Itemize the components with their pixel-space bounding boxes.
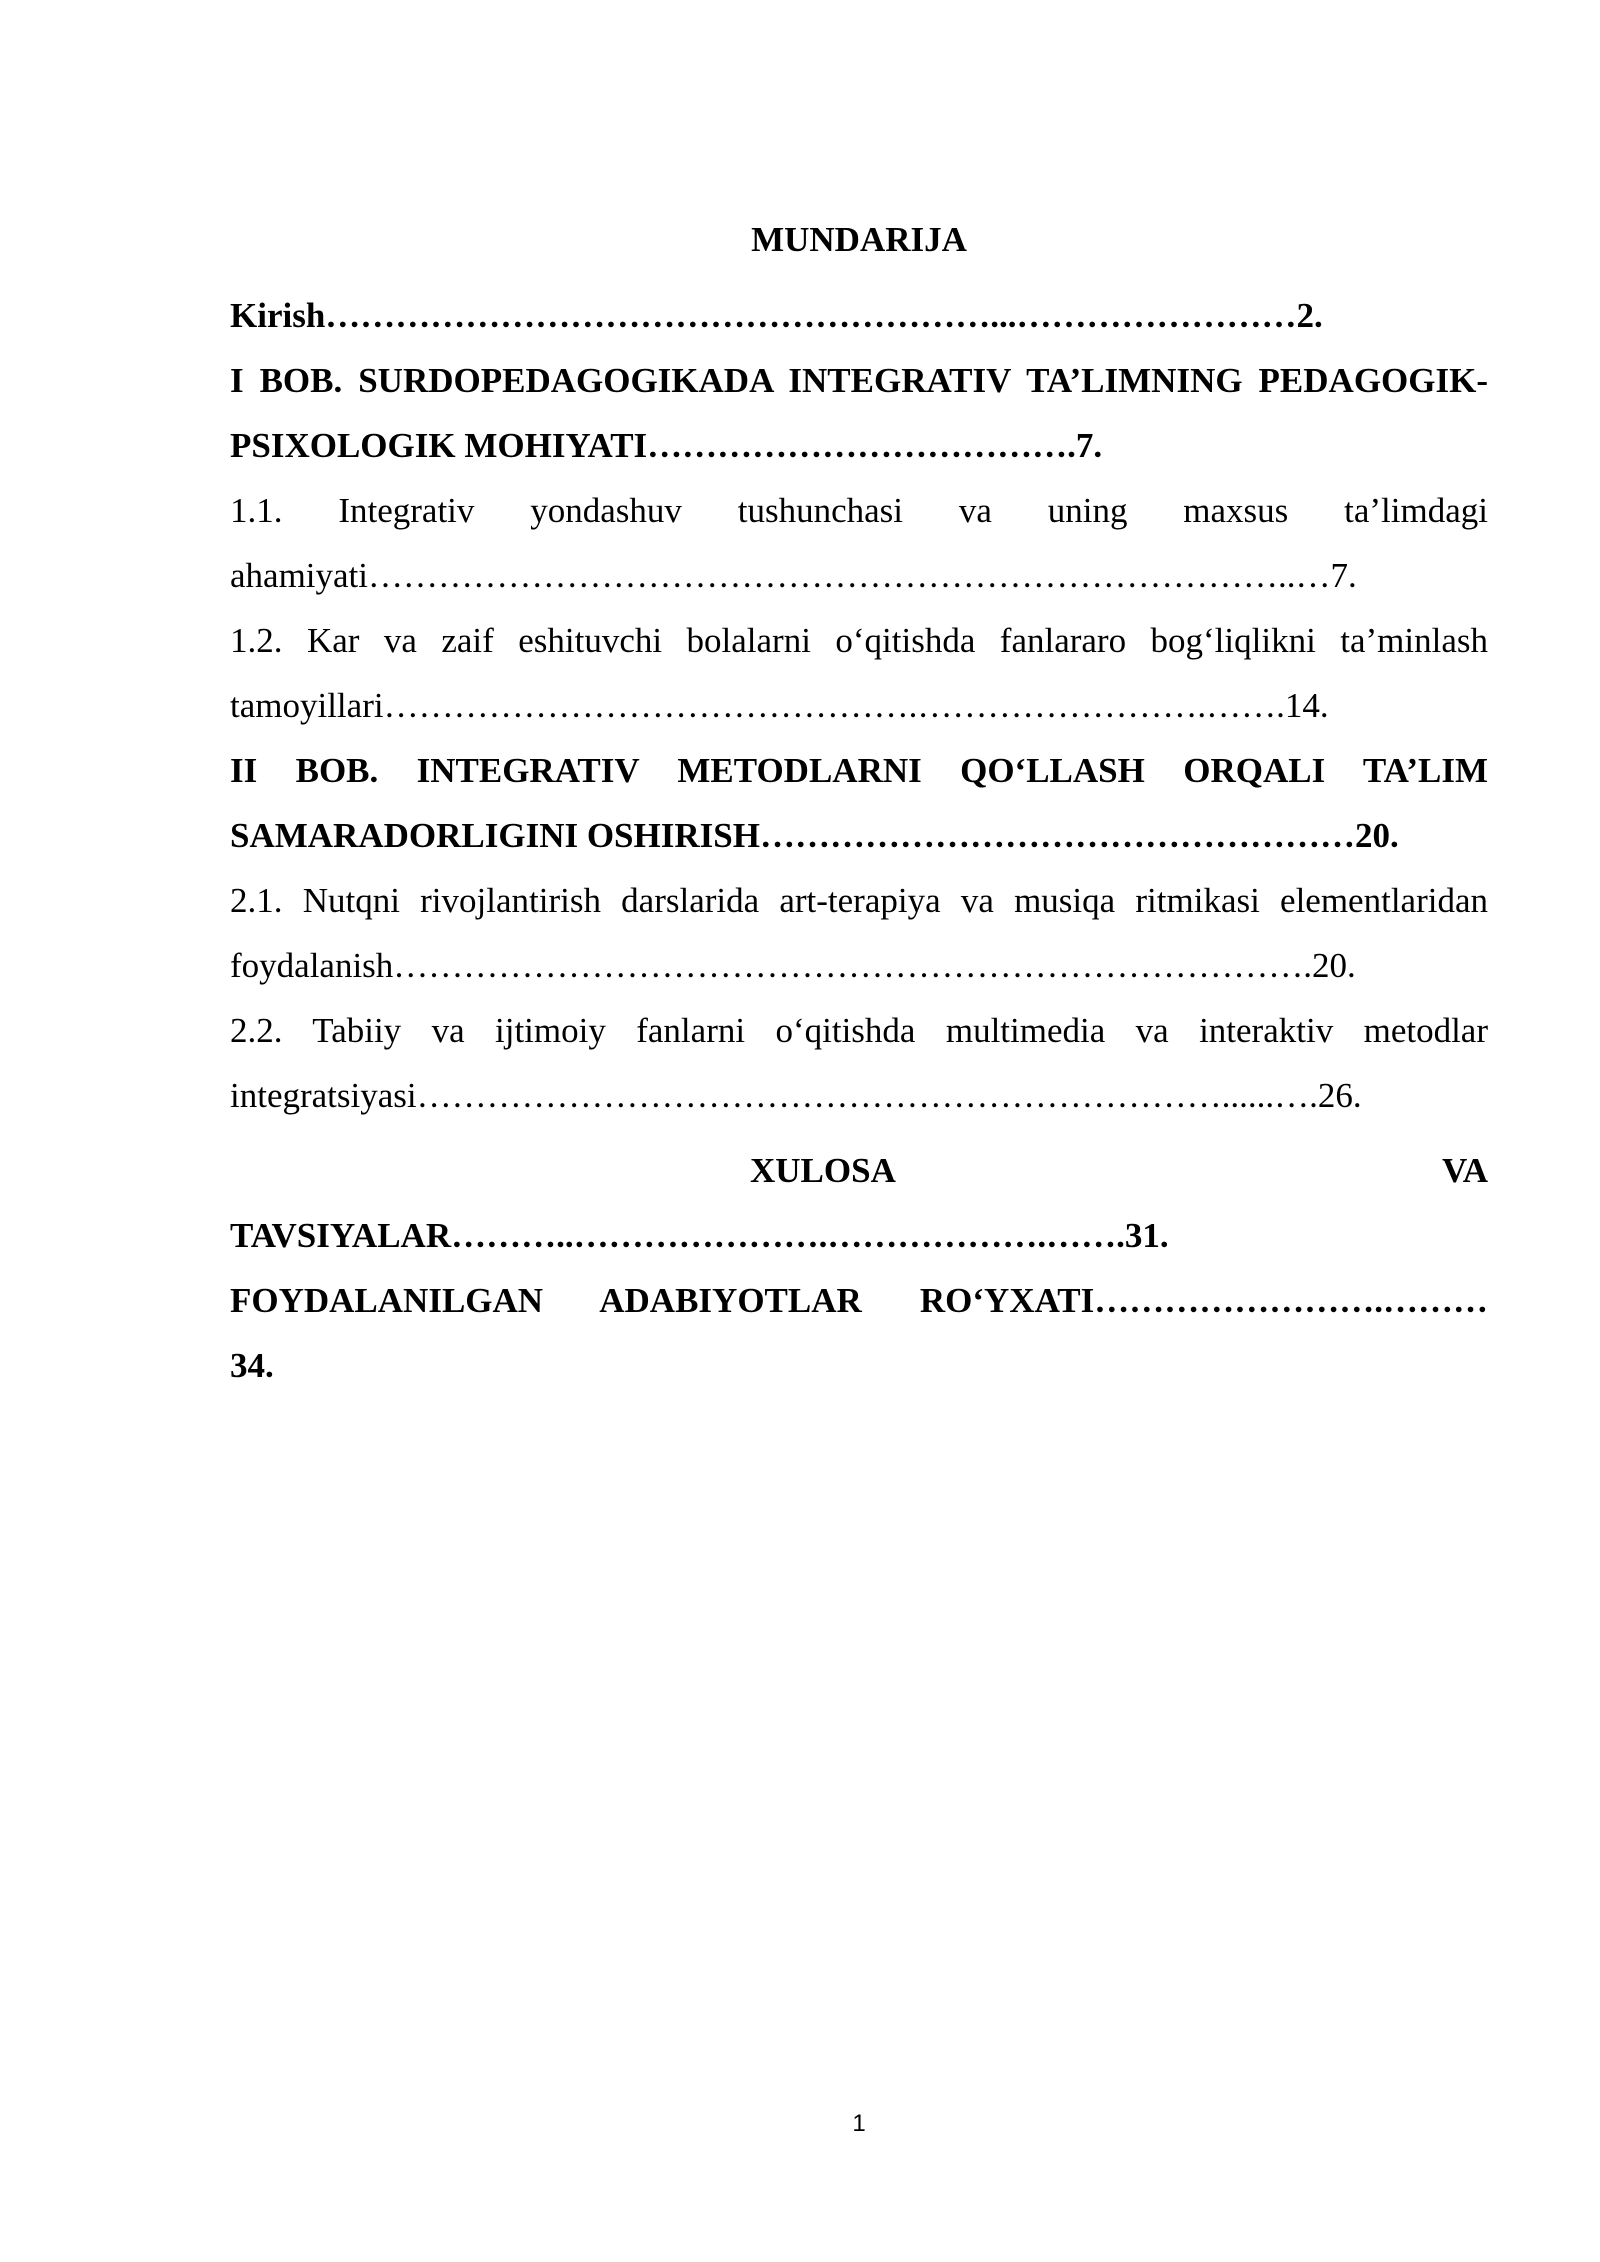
toc-entry-chapter-2: II BOB. INTEGRATIV METODLARNI QO‘LLASH ORQALI TA’LIM SAMARADORLIGINI OSHIRISH……………………………………………20. bbox=[230, 751, 1488, 855]
toc-entry-chapter-1: I BOB. SURDOPEDAGOGIKADA INTEGRATIV TA’LIMNING PEDAGOGIK-PSIXOLOGIK MOHIYATI……………………………….7. bbox=[230, 361, 1488, 465]
table-of-contents bbox=[230, 283, 1488, 1398]
toc-entry-section-2-2: 2.2. Tabiiy va ijtimoiy fanlarni o‘qitishda multimedia va interaktiv metodlar integratsiyasi……………………………………………………………......….26. bbox=[230, 1011, 1488, 1115]
toc-entry-section-2-1: 2.1. Nutqni rivojlantirish darslarida art-terapiya va musiqa ritmikasi elementlaridan foydalanish…………………………………………………………………….20. bbox=[230, 881, 1488, 985]
toc-entry-section-1-2: 1.2. Kar va zaif eshituvchi bolalarni o‘qitishda fanlararo bog‘liqlikni ta’minlash tamoyillari……………………………………….…………………….…….14. bbox=[230, 621, 1488, 725]
toc-entry-adabiyotlar: FOYDALANILGAN ADABIYOTLAR RO‘YXATI…………………….……… bbox=[230, 1281, 1488, 1320]
toc-entry-xulosa-line-1: XULOSA VA bbox=[750, 1151, 1488, 1190]
toc-entry-xulosa-line-2: TAVSIYALAR………..………………….……………….…….31. bbox=[230, 1216, 1169, 1255]
toc-entry-kirish: Kirish…………………………………………………...……………………2. bbox=[230, 296, 1323, 335]
page-title: MUNDARIJA bbox=[751, 220, 967, 259]
spacer bbox=[230, 1128, 1488, 1138]
toc-entry-adabiyotlar-page: 34. bbox=[230, 1346, 274, 1385]
toc-entry-section-1-1: 1.1. Integrativ yondashuv tushunchasi va uning maxsus ta’limdagi ahamiyati……………………………………………………………………..…7. bbox=[230, 491, 1488, 595]
page-number: 1 bbox=[852, 2110, 866, 2137]
